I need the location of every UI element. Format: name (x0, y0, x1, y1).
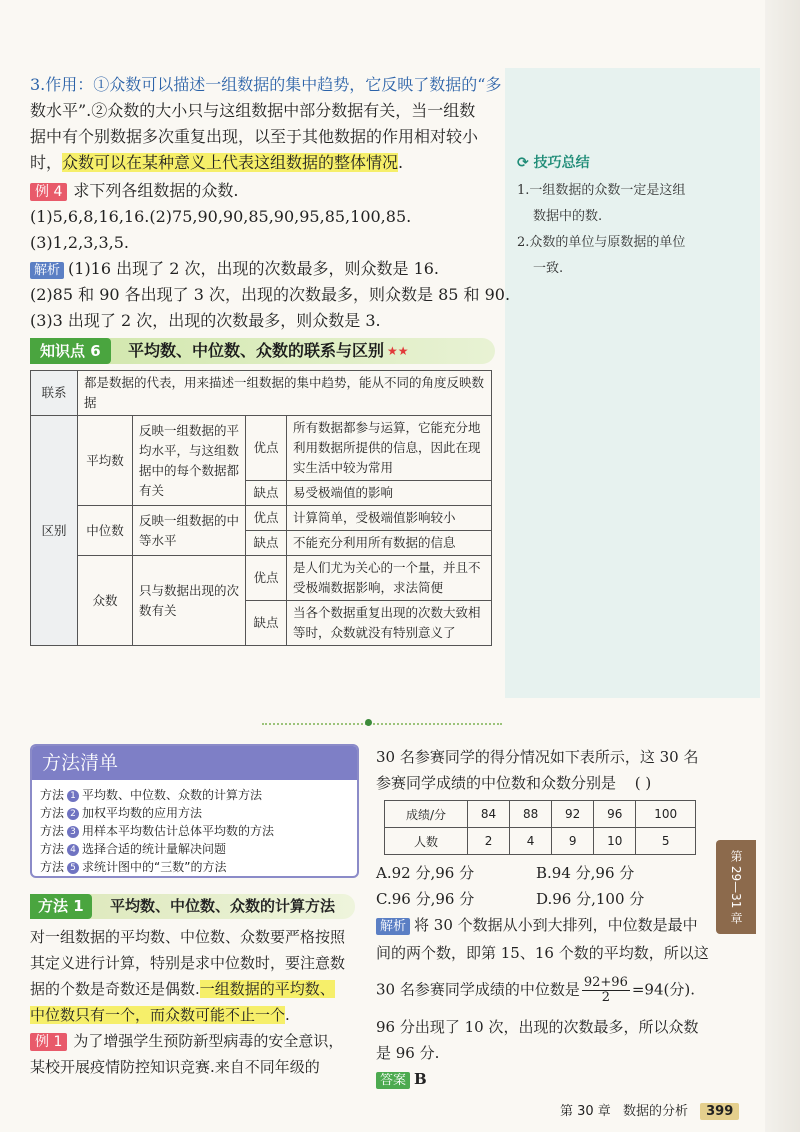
answer-tag: 答案 (376, 1072, 410, 1089)
count-cell: 10 (594, 828, 636, 855)
score-cell: 84 (468, 801, 510, 828)
count-row (385, 828, 696, 855)
method-prefix: 方法 (40, 860, 65, 874)
median-name: 中位数 (78, 506, 133, 556)
mode-highlight: 众数可以在某种意义上代表这组数据的整体情况 (62, 153, 399, 172)
section-divider (262, 723, 502, 725)
tips-item-2b: 一致. (533, 261, 564, 276)
method-1-line-4 (30, 1002, 290, 1028)
option-b: B.94 分,96 分 (536, 864, 635, 882)
function-line-4 (30, 150, 403, 176)
mode-con-label: 缺点 (246, 601, 287, 646)
median-con: 不能充分利用所有数据的信息 (287, 531, 492, 556)
method-1-line-4b: . (285, 1006, 290, 1024)
method-number: 2 (67, 808, 79, 820)
right-solution-5: 是 96 分. (376, 1044, 440, 1062)
score-cell: 100 (636, 801, 696, 828)
solution-tag: 解析 (30, 262, 64, 279)
method-item-4 (40, 840, 226, 858)
method-1-title: 平均数、中位数、众数的计算方法 (110, 897, 336, 915)
tips-item-1b: 数据中的数. (533, 209, 603, 224)
example-4-question (30, 178, 238, 205)
example-4-solution-3: (3)3 出现了 2 次，出现的次数最多，则众数是 3. (30, 311, 381, 330)
tips-title (517, 152, 590, 172)
knowledge-6-title: 平均数、中位数、众数的联系与区别 (128, 341, 385, 360)
mode-con: 当各个数据重复出现的次数大致相等时，众数就没有特别意义了 (287, 601, 492, 646)
method-1-highlight-b: 中位数只有一个，而众数可能不止一个 (30, 1006, 286, 1024)
mean-name: 平均数 (78, 416, 133, 506)
function-line-4-suffix: . (398, 153, 404, 172)
mean-pro: 所有数据都参与运算，它能充分地利用数据所提供的信息，因此在现实生活中较为常用 (287, 416, 492, 481)
mode-pro-label: 优点 (246, 556, 287, 601)
example-1-text: 为了增强学生预防新型病毒的安全意识， (73, 1032, 344, 1050)
divider-dot (365, 719, 372, 726)
example-4-tag: 例 4 (30, 183, 67, 201)
method-number: 5 (67, 862, 79, 874)
example-1-line-1 (30, 1028, 343, 1055)
count-header: 人数 (385, 828, 468, 855)
answer-line (376, 1066, 427, 1094)
tips-item-2a: 2.众数的单位与原数据的单位 (517, 235, 686, 250)
page-edge (765, 0, 800, 1132)
score-cell: 88 (510, 801, 552, 828)
right-solution-3 (376, 976, 695, 1005)
option-a: A.92 分,96 分 (376, 864, 475, 882)
example-4-solution-1 (30, 256, 439, 284)
mean-con-label: 缺点 (246, 481, 287, 506)
method-prefix: 方法 (40, 788, 65, 802)
relation-text: 都是数据的代表，用来描述一组数据的集中趋势，能从不同的角度反映数据 (78, 371, 492, 416)
right-solution-3a: 30 名参赛同学成绩的中位数是 (376, 980, 580, 999)
function-line-1-text: 3.作用：①众数可以描述一组数据的集中趋势，它反映了数据的“多 (30, 75, 502, 94)
knowledge-6-tag: 知识点 6 (30, 338, 111, 364)
function-line-1 (30, 72, 501, 98)
footer-title: 数据的分析 (622, 1104, 688, 1119)
method-item-text: 用样本平均数估计总体平均数的方法 (82, 824, 275, 838)
mean-pro-label: 优点 (246, 416, 287, 481)
answer-blank: ( ) (634, 774, 652, 792)
mode-desc: 只与数据出现的次数有关 (133, 556, 246, 646)
page-footer (560, 1100, 739, 1119)
answer-value: B (414, 1070, 427, 1088)
median-fraction (582, 976, 630, 1005)
tips-item-1a: 1.一组数据的众数一定是这组 (517, 183, 686, 198)
comparison-table (30, 370, 492, 646)
relation-label: 联系 (31, 371, 78, 416)
function-line-4-prefix: 时， (30, 153, 63, 172)
method-number: 4 (67, 844, 79, 856)
mean-desc: 反映一组数据的平均水平，与这组数据中的每个数据都有关 (133, 416, 246, 506)
score-row (385, 801, 696, 828)
score-cell: 96 (594, 801, 636, 828)
count-cell: 2 (468, 828, 510, 855)
method-prefix: 方法 (40, 842, 65, 856)
count-cell: 9 (552, 828, 594, 855)
right-solution-tag: 解析 (376, 918, 410, 935)
right-solution-3b: =94(分). (631, 980, 695, 999)
example-4-solution-2: (2)85 和 90 各出现了 3 次，出现的次数最多，则众数是 85 和 90. (30, 285, 511, 304)
example-4-data-1: (1)5,6,8,16,16.(2)75,90,90,85,90,95,85,100,85. (30, 207, 412, 226)
median-pro: 计算简单，受极端值影响较小 (287, 506, 492, 531)
method-1-line-3 (30, 976, 335, 1002)
method-item-text: 选择合适的统计量解决问题 (82, 842, 227, 856)
right-line-2-text: 参赛同学成绩的中位数和众数分别是 (376, 774, 617, 792)
right-line-2 (376, 770, 651, 796)
method-item-2 (40, 804, 202, 822)
mean-con: 易受极端值的影响 (287, 481, 492, 506)
median-pro-label: 优点 (246, 506, 287, 531)
method-item-text: 加权平均数的应用方法 (82, 806, 203, 820)
example-4-data-2: (3)1,2,3,3,5. (30, 233, 129, 252)
page-number: 399 (700, 1103, 739, 1120)
example-4-text: 求下列各组数据的众数. (73, 181, 239, 200)
method-list-header: 方法清单 (32, 746, 357, 780)
right-solution-1 (376, 912, 698, 940)
method-number: 3 (67, 826, 79, 838)
option-d: D.96 分,100 分 (536, 890, 645, 908)
right-solution-1-text: 将 30 个数据从小到大排列，中位数是最中 (414, 916, 698, 934)
method-item-5 (40, 858, 226, 876)
method-item-text: 求统计图中的“三数”的方法 (82, 860, 227, 874)
tips-icon: ⟳ (517, 155, 529, 171)
score-table (384, 800, 696, 855)
method-item-3 (40, 822, 274, 840)
mode-name: 众数 (78, 556, 133, 646)
method-list-box (30, 744, 359, 878)
function-line-3: 据中有个别数据多次重复出现，以至于其他数据的作用相对较小 (30, 127, 479, 146)
method-1-tag: 方法 1 (30, 894, 92, 919)
option-c: C.96 分,96 分 (376, 890, 475, 908)
method-1-line-3a: 据的个数是奇数还是偶数. (30, 980, 200, 998)
mode-pro: 是人们尤为关心的一个量，并且不受极端数据影响，求法简便 (287, 556, 492, 601)
right-line-1: 30 名参赛同学的得分情况如下表所示，这 30 名 (376, 748, 699, 766)
score-cell: 92 (552, 801, 594, 828)
tips-title-text: 技巧总结 (533, 155, 590, 171)
method-prefix: 方法 (40, 806, 65, 820)
method-1-line-1: 对一组数据的平均数、中位数、众数要严格按照 (30, 928, 346, 946)
fraction-denominator: 2 (601, 990, 610, 1005)
difference-label: 区别 (31, 416, 78, 646)
count-cell: 4 (510, 828, 552, 855)
right-solution-4: 96 分出现了 10 次，出现的次数最多，所以众数 (376, 1018, 699, 1036)
example-1-line-2: 某校开展疫情防控知识竞赛.来自不同年级的 (30, 1058, 320, 1076)
method-1-highlight-a: 一组数据的平均数、 (199, 980, 335, 998)
difficulty-stars: ★★ (387, 344, 409, 358)
method-1-line-2: 其定义进行计算，特别是求中位数时，要注意数 (30, 954, 346, 972)
example-1-tag: 例 1 (30, 1033, 67, 1051)
median-desc: 反映一组数据的中等水平 (133, 506, 246, 556)
method-item-text: 平均数、中位数、众数的计算方法 (82, 788, 263, 802)
footer-chapter: 第 30 章 (560, 1104, 611, 1119)
function-line-2: 数水平”.②众数的大小只与这组数据中部分数据有关，当一组数 (30, 101, 476, 120)
method-number: 1 (67, 790, 79, 802)
score-header: 成绩/分 (385, 801, 468, 828)
count-cell: 5 (636, 828, 696, 855)
method-prefix: 方法 (40, 824, 65, 838)
chapter-tab: 第 29—31 章 (716, 840, 756, 934)
right-solution-2: 间的两个数，即第 15、16 个数的平均数，所以这 (376, 944, 709, 962)
solution-1-text: (1)16 出现了 2 次，出现的次数最多，则众数是 16. (68, 259, 440, 278)
median-con-label: 缺点 (246, 531, 287, 556)
method-item-1 (40, 786, 262, 804)
fraction-numerator: 92+96 (583, 975, 628, 990)
